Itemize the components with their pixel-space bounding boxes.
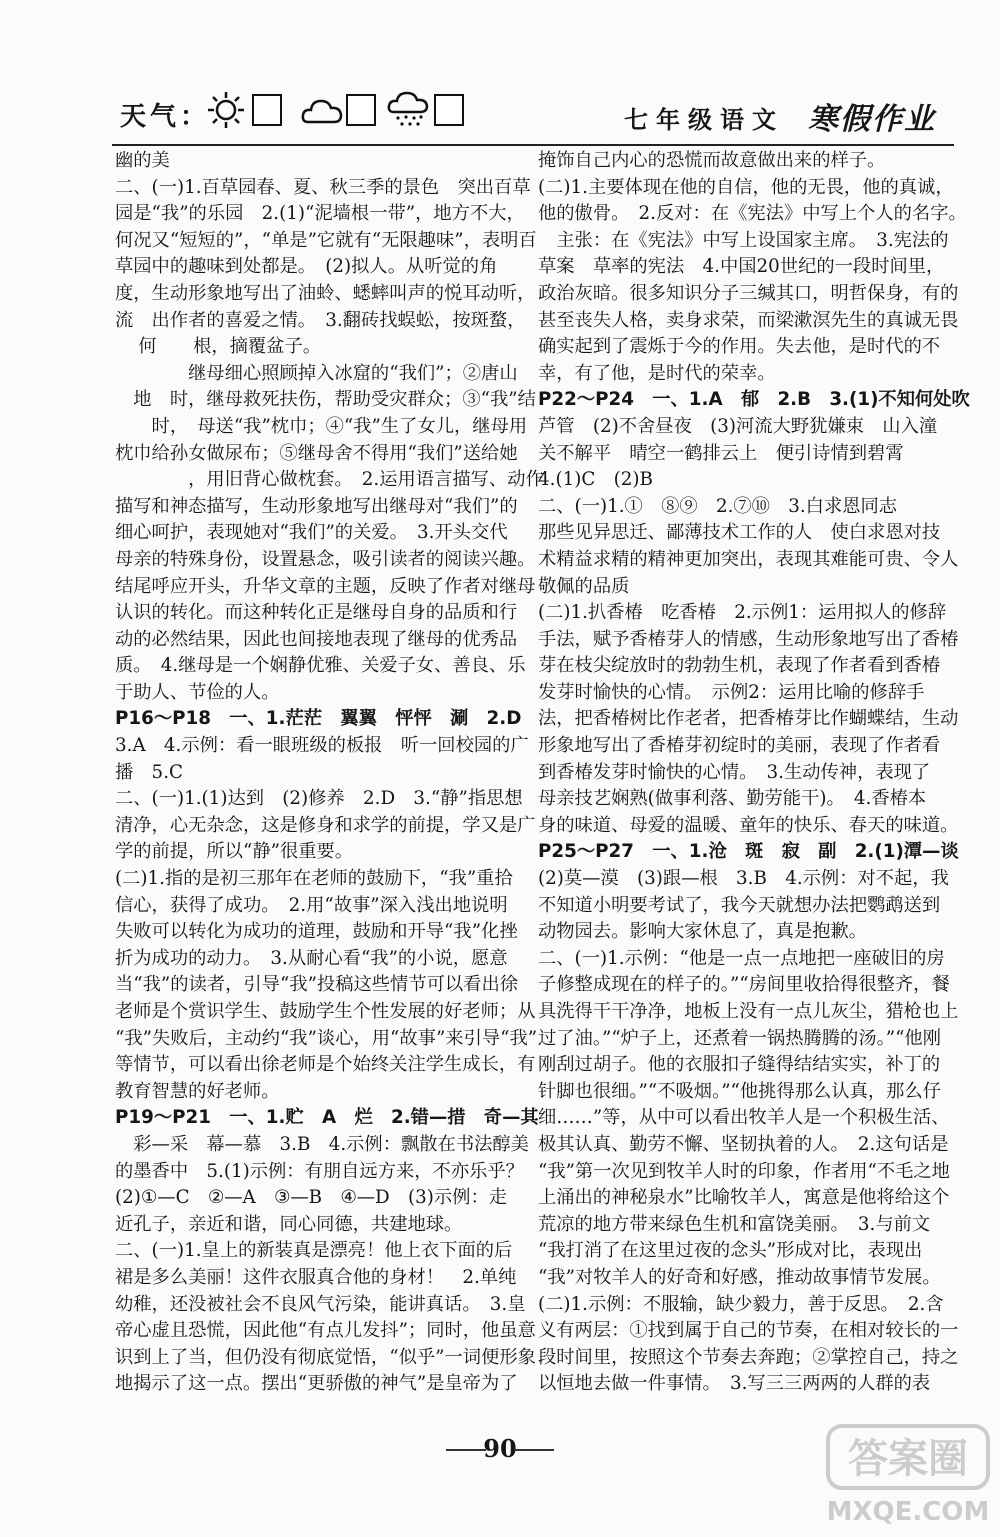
text-line: 园是“我”的乐园 2.(1)“泥墙根一带”，地方不大， [115, 203, 525, 225]
text-line: 帝心虚且恐慌，因此他“有点儿发抖”；同时，他虽意 [115, 1320, 536, 1342]
text-line: 手法，赋予香椿芽人的情感，生动形象地写出了香椿 [538, 628, 959, 650]
text-line: 的墨香中 5.(1)示例：有朋自远方来，不亦乐乎？ [115, 1160, 524, 1182]
text-line: 不知道小明要考试了，我今天就想办法把鹦鹉送到 [538, 894, 941, 916]
text-line: 二、(一)1.示例：“他是一点一点地把一座破旧的房 [538, 947, 945, 969]
text-line: 信心，获得了成功。 2.用“故事”深入浅出地说明 [115, 894, 508, 916]
text-line: 身的味道、母爱的温暖、童年的快乐、春天的味道。 [538, 814, 959, 836]
text-line: (2)①—C ②—A ③—B ④—D (3)示例：走 [115, 1187, 508, 1209]
sunny-checkbox[interactable] [252, 94, 282, 126]
text-line: 敬佩的品质 [538, 575, 630, 597]
text-line: 那些见异思迁、鄙薄技术工作的人 使白求恩对技 [538, 522, 941, 544]
text-line: 他的傲骨。 2.反对：在《宪法》中写上个人的名字。 [538, 203, 967, 225]
text-line: 二、(一)1.(1)达到 (2)修养 2.D 3.“静”指思想 [115, 788, 523, 810]
text-line: 细心呵护，表现她对“我们”的关爱。 3.开头交代 [115, 522, 508, 544]
text-line: 枕巾给孙女做尿布；⑤继母舍不得用“我们”送给她 [115, 442, 518, 464]
text-line: 度，生动形象地写出了油蛉、蟋蟀叫声的悦耳动听， [115, 282, 536, 304]
text-line: 二、(一)1.皇上的新装真是漂亮！他上衣下面的后 [115, 1240, 513, 1262]
left-column [115, 148, 544, 1398]
watermark-logo-text: 答案圈 [848, 1436, 968, 1482]
section-heading-p22-p24: P22～P24 一、1.A 郁 2.B 3.(1)不知何处吹 [538, 389, 970, 411]
text-line: 清净，心无杂念，这是修身和求学的前提，学又是广 [115, 814, 536, 836]
weather-label: 天气： [120, 102, 211, 132]
text-line: “我打消了在这里过夜的念头”形成对比，表现出 [538, 1240, 923, 1262]
text-line: 掩饰自己内心的恐慌而故意做出来的样子。 [538, 150, 886, 171]
text-line: 裙是多么美丽！这件衣服真合他的身材！ 2.单纯 [115, 1266, 517, 1288]
section-heading-p16-p18: P16～P18 一、1.茫茫 翼翼 怦怦 涮 2.D [115, 708, 522, 730]
sun-icon [204, 90, 248, 130]
text-line: 上涌出的神秘泉水”比喻牧羊人，寓意是他将给这个 [538, 1187, 950, 1209]
text-line: 刚刮过胡子。他的衣服扣子缝得结结实实，补丁的 [538, 1054, 941, 1076]
text-line: 老师是个赏识学生、鼓励学生个性发展的好老师；从 [115, 1001, 536, 1022]
text-line: 3.A 4.示例：看一眼班级的板报 听一回校园的广 [115, 735, 529, 757]
text-line: 子修整成现在的样子的。”“房间里收拾得很整齐，餐 [538, 974, 950, 996]
text-line: 段时间里，按照这个节奏去奔跑；②掌控自己，持之 [538, 1346, 959, 1368]
text-line: 芽在枝尖绽放时的勃勃生机，表现了作者看到香椿 [538, 655, 941, 677]
text-line: 幼稚，还没被社会不良风气污染，能讲真话。 3.皇 [115, 1293, 526, 1315]
text-line: 发芽时愉快的心情。 示例2：运用比喻的修辞手 [538, 681, 925, 703]
text-line: 彩—采 幕—慕 3.B 4.示例：飘散在书法醇美 [115, 1133, 529, 1155]
text-line: 地 时，继母救死扶伤，帮助受灾群众；③“我”结 [115, 389, 536, 411]
text-line: ，用旧背心做枕套。 2.运用语言描写、动作 [115, 469, 544, 491]
text-line: 芦管 (2)不舍昼夜 (3)河流大野犹嫌束 山入潼 [538, 415, 938, 437]
text-line: 草园中的趣味到处都是。 (2)拟人。从听觉的角 [115, 256, 498, 278]
text-line: 草案 草率的宪法 4.中国20世纪的一段时间里， [538, 256, 945, 278]
text-line: 极其认真、勤劳不懈、坚韧执着的人。 2.这句话是 [538, 1133, 949, 1155]
watermark-logo [822, 1420, 994, 1530]
text-line: 何 根，摘覆盆子。 [115, 336, 322, 358]
text-line: 描写和神态描写，生动形象地写出继母对“我们”的 [115, 495, 518, 517]
text-line: 法，把香椿树比作老者，把香椿芽比作蝴蝶结，生动 [538, 708, 959, 730]
text-line: (2)莫—漠 (3)跟—根 3.B 4.示例：对不起，我 [538, 868, 949, 890]
text-line: 政治灰暗。很多知识分子三缄其口，明哲保身，有的 [538, 282, 959, 304]
text-line: 质。 4.继母是一个娴静优雅、关爱子女、善良、乐 [115, 655, 526, 677]
text-line: (二)1.扒香椿 吃香椿 2.示例1：运用拟人的修辞 [538, 602, 947, 624]
text-line: “我”对牧羊人的好奇和好感，推动故事情节发展。 [538, 1266, 941, 1288]
text-line: 4.(1)C (2)B [538, 469, 653, 491]
cloud-icon [300, 90, 344, 130]
text-line: 义有两层：①找到属于自己的节奏，在相对较长的一 [538, 1320, 959, 1342]
text-line: 动的必然结果，因此也间接地表现了继母的优秀品 [115, 628, 518, 650]
brand-title: 寒假作业 [808, 102, 936, 137]
text-line: (二)1.指的是初三那年在老师的鼓励下，“我”重拾 [115, 868, 513, 890]
text-line: 结尾呼应开头，升华文章的主题，反映了作者对继母 [115, 575, 536, 597]
text-line: 教育智慧的好老师。 [115, 1080, 280, 1102]
text-line: 到香椿发芽时愉快的心情。 3.生动传神，表现了 [538, 761, 931, 783]
text-line: 识到上了当，但仍没有彻底觉悟，“似乎”一词便形象 [115, 1346, 536, 1368]
text-line: 动物园去。影响大家休息了，真是抱歉。 [538, 921, 868, 943]
text-line: 失败可以转化为成功的道理，鼓励和开导“我”化挫 [115, 921, 518, 943]
text-line: 母亲的特殊身份，设置悬念，吸引读者的阅读兴趣。 [115, 548, 536, 570]
text-line: 于助人、节俭的人。 [115, 681, 280, 703]
text-line: 针脚也很细。”“不吸烟。”“他挑得那么认真，那么仔 [538, 1080, 941, 1102]
rainy-checkbox[interactable] [434, 94, 464, 126]
page-number-dash-right [514, 1449, 554, 1451]
text-line: 学的前提，所以“静”很重要。 [115, 841, 354, 863]
text-line: 播 5.C [115, 761, 183, 783]
text-line: (二)1.示例：不服输，缺少毅力，善于反思。 2.含 [538, 1293, 944, 1315]
text-line: 幸，有了他，是时代的荣幸。 [538, 362, 776, 384]
text-line: (二)1.主要体现在他的自信，他的无畏，他的真诚， [538, 176, 954, 198]
header-divider [112, 144, 954, 146]
text-line: 地揭示了这一点。摆出“更骄傲的神气”是皇帝为了 [115, 1373, 518, 1395]
text-line: 具洗得干干净净，地板上没有一点儿灰尘，猎枪也上 [538, 1001, 959, 1022]
text-line: “我”失败后，主动约“我”谈心，用“故事”来引导“我” [115, 1027, 538, 1049]
text-line: 认识的转化。而这种转化正是继母自身的品质和行 [115, 602, 518, 624]
text-line: 当“我”的读者，引导“我”投稿这些情节可以看出徐 [115, 974, 519, 996]
watermark-url: MXQE.COM [826, 1497, 990, 1527]
text-line: 母亲技艺娴熟(做事利落、勤劳能干)。 4.香椿本 [538, 788, 927, 810]
grade-subject: 七年级语文 [624, 105, 784, 134]
text-line: 荒凉的地方带来绿色生机和富饶美丽。 3.与前文 [538, 1213, 931, 1235]
text-line: 形象地写出了香椿芽初绽时的美丽，表现了作者看 [538, 735, 941, 757]
text-line: 继母细心照顾掉入冰窟的“我们”；②唐山 [115, 362, 518, 384]
text-line: 以恒地去做一件事情。 3.写三三两两的人群的表 [538, 1373, 931, 1395]
text-line: 过了油。”“炉子上，还煮着一锅热腾腾的汤。”“他刚 [538, 1027, 941, 1049]
text-line: 确实起到了震烁于今的作用。失去他，是时代的不 [538, 336, 941, 358]
text-line: 等情节，可以看出徐老师是个始终关注学生成长，有 [115, 1054, 536, 1076]
text-line: 甚至丧失人格，卖身求荣，而梁漱溟先生的真诚无畏 [538, 309, 959, 331]
text-line: 细……”等，从中可以看出牧羊人是一个积极生活、 [538, 1107, 950, 1129]
text-line: 术精益求精的精神更加突出，表现其难能可贵、令人 [538, 548, 959, 570]
text-line: 时， 母送“我”枕巾；④“我”生了女儿，继母用 [115, 415, 528, 437]
text-line: “我”第一次见到牧羊人时的印象，作者用“不毛之地 [538, 1160, 950, 1182]
right-column [538, 148, 970, 1398]
text-line: 二、(一)1.① ⑧⑨ 2.⑦⑩ 3.白求恩同志 [538, 495, 898, 517]
text-line: 幽的美 [115, 150, 170, 171]
rain-icon [386, 90, 430, 130]
section-heading-p25-p27: P25～P27 一、1.沧 斑 寂 副 2.(1)潭—谈 [538, 841, 959, 863]
text-line: 何况又“短短的”，“单是”它就有“无限趣味”，表明百 [115, 229, 537, 251]
cloudy-checkbox[interactable] [346, 94, 376, 126]
section-heading-p19-p21: P19～P21 一、1.贮 A 烂 2.错—措 奇—其 [115, 1107, 539, 1129]
text-line: 折为成功的动力。 3.从耐心看“我”的小说，愿意 [115, 947, 508, 969]
page-number: 90 [483, 1434, 517, 1463]
text-line: 流 出作者的喜爱之情。 3.翻砖找蜈蚣，按斑蝥， [115, 309, 526, 331]
text-line: 近孔子，亲近和谐，同心同德，共建地球。 [115, 1213, 463, 1235]
text-line: 主张：在《宪法》中写上设国家主席。 3.宪法的 [538, 229, 949, 251]
text-line: 关不解平 晴空一鹤排云上 便引诗情到碧霄 [538, 442, 904, 464]
text-line: 二、(一)1.百草园春、夏、秋三季的景色 突出百草 [115, 176, 531, 198]
page-header [112, 88, 952, 138]
